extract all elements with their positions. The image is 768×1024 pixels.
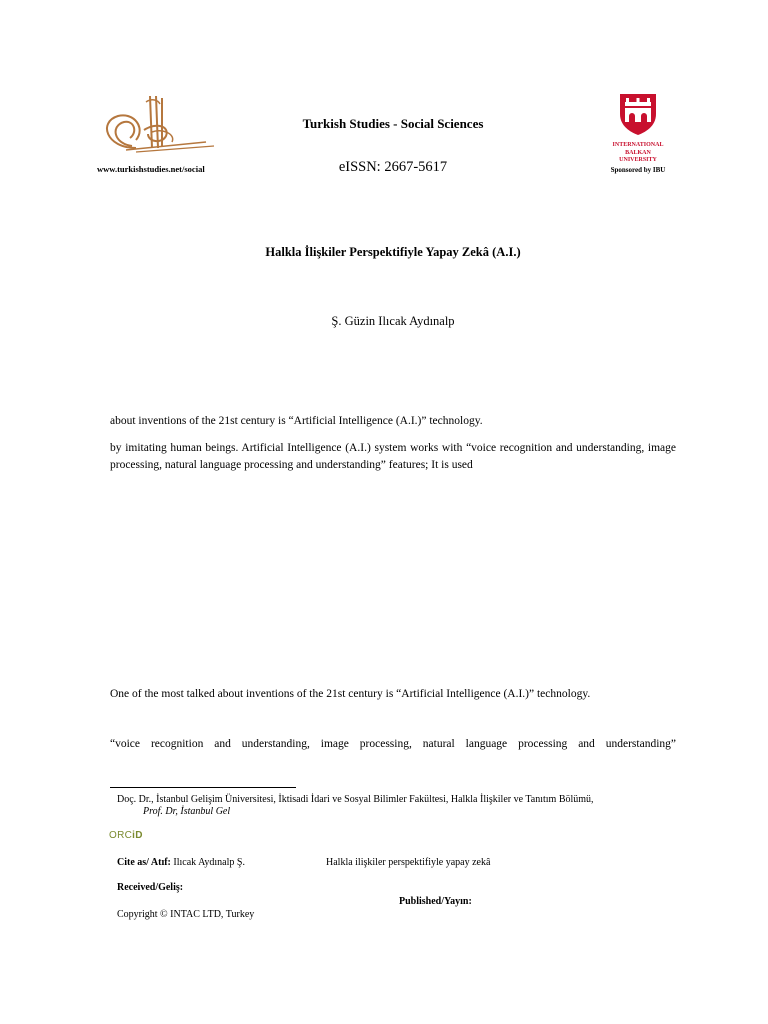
- footnote-affiliation: Doç. Dr., İstanbul Gelişim Üniversitesi, İktisadi İdari ve Sosyal Bilimler Fakültesi, Halkla İlişkiler ve Tanıtım Bölümü,: [117, 794, 594, 805]
- journal-title: Turkish Studies - Social Sciences: [302, 116, 484, 131]
- ibu-logo: [608, 92, 668, 174]
- ibu-name-line-1: INTERNATIONAL: [612, 142, 664, 148]
- paper-title: Halkla İlişkiler Perspektifiyle Yapay Zekâ (A.I.): [265, 245, 521, 259]
- orcid-prefix: ORC: [109, 830, 133, 841]
- ibu-sponsor: Sponsored by IBU: [610, 165, 666, 174]
- orcid-suffix: iD: [132, 830, 143, 841]
- ibu-name-line-3: UNIVERSITY: [619, 157, 657, 163]
- copyright-notice: Copyright © INTAC LTD, Turkey: [117, 909, 255, 920]
- abstract-paragraph-2: by imitating human beings. Artificial Intelligence (A.I.) system works with “voice recognition and understanding, image processing, natural language processing and understanding” features; It is used: [110, 442, 676, 471]
- orcid-link[interactable]: [109, 830, 143, 841]
- english-abstract-line-1: One of the most talked about inventions of the 21st century is “Artificial Intelligence (A.I.)” technology.: [110, 688, 591, 700]
- footnote-divider: [110, 787, 296, 788]
- cite-title: Halkla ilişkiler perspektifiyle yapay zekâ: [326, 857, 491, 868]
- cite-label: Cite as/ Atıf:: [117, 857, 171, 868]
- cite-author: Ilıcak Aydınalp Ş.: [170, 857, 245, 868]
- cite-as: [117, 857, 245, 868]
- published-label: Published/Yayın:: [399, 896, 472, 907]
- abstract-line-1: about inventions of the 21st century is “Artificial Intelligence (A.I.)” technology.: [110, 415, 483, 427]
- ibu-shield-icon: [616, 92, 660, 136]
- journal-url[interactable]: www.turkishstudies.net/social: [97, 164, 205, 174]
- english-abstract-line-2: “voice recognition and understanding, image processing, natural language processing and understanding”: [110, 738, 676, 750]
- author-name: Ş. Güzin Ilıcak Aydınalp: [331, 314, 455, 328]
- eissn: eISSN: 2667-5617: [338, 159, 448, 175]
- received-label: Received/Geliş:: [117, 882, 184, 893]
- footnote-affiliation-2: Prof. Dr, İstanbul Gel: [143, 806, 231, 817]
- ibu-name-line-2: BALKAN: [625, 149, 651, 156]
